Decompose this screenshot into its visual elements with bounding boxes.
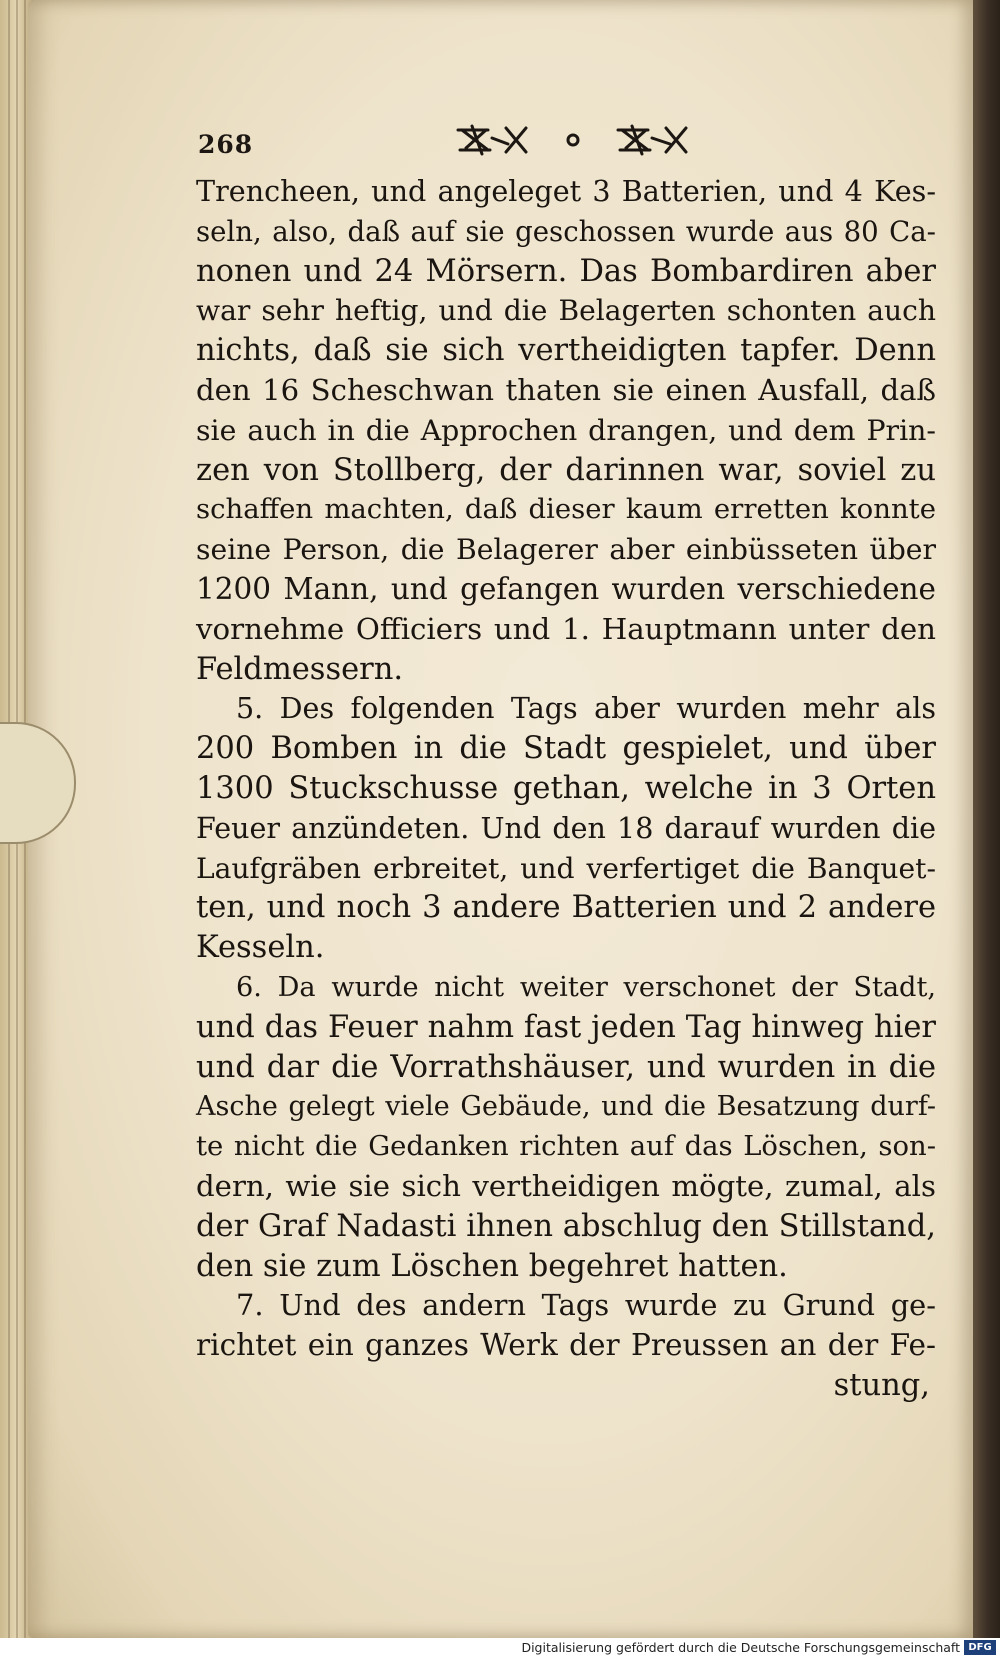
decorative-ornament-icon [448, 118, 698, 162]
text-line: war sehr heftig, und die Belagerten schonten auch [196, 294, 936, 328]
text-line: den sie zum Löschen begehret hatten. [196, 1248, 788, 1284]
text-line: Feuer anzündeten. Und den 18 darauf wurden die [196, 811, 936, 845]
text-line: Laufgräben erbreitet, und verfertiget die Banquet- [196, 851, 936, 885]
text-line: vornehme Officiers und 1. Hauptmann unter den [196, 611, 936, 646]
text-line: und das Feuer nahm fast jeden Tag hinweg hier [196, 1009, 936, 1045]
text-line: der Graf Nadasti ihnen abschlug den Stillstand, [196, 1208, 936, 1244]
text-line: 1300 Stuckschusse gethan, welche in 3 Orten [196, 770, 936, 806]
text-line: 7. Und des andern Tags wurde zu Grund ge- [236, 1288, 936, 1323]
page-number: 268 [198, 130, 254, 159]
credit-text: Digitalisierung gefördert durch die Deutsche Forschungsgemeinschaft [521, 1640, 960, 1655]
text-line: schaffen machten, daß dieser kaum erretten konnte [196, 493, 936, 526]
text-line: den 16 Scheschwan thaten sie einen Ausfall, daß [196, 372, 936, 407]
text-line: te nicht die Gedanken richten auf das Löschen, son- [196, 1131, 936, 1163]
text-line: nichts, daß sie sich vertheidigten tapfer. Denn [196, 333, 936, 369]
text-line: 5. Des folgenden Tags aber wurden mehr als [236, 692, 936, 726]
text-line: Feldmessern. [196, 651, 404, 687]
dfg-logo: DFG [964, 1640, 996, 1655]
text-line: seln, also, daß auf sie geschossen wurde aus 80 Ca- [196, 214, 936, 248]
running-head [198, 118, 938, 168]
text-line: ten, und noch 3 andere Batterien und 2 andere [196, 890, 936, 926]
text-line: Trencheen, und angeleget 3 Batterien, und 4 Kes- [196, 174, 936, 208]
text-line: zen von Stollberg, der darinnen war, soviel zu [196, 452, 936, 488]
text-line: 1200 Mann, und gefangen wurden verschiedene [196, 571, 936, 606]
text-line: 6. Da wurde nicht weiter verschonet der Stadt, [236, 971, 936, 1003]
book-page [28, 0, 973, 1638]
text-line: Kesseln. [196, 930, 325, 966]
text-line: 200 Bomben in die Stadt gespielet, und über [196, 731, 936, 767]
text-line: dern, wie sie sich vertheidigen mögte, zumal, als [196, 1168, 936, 1203]
catchword: stung, [833, 1367, 930, 1403]
text-line: seine Person, die Belagerer aber einbüsseten über [196, 533, 936, 567]
body-text [196, 172, 936, 1406]
text-line: nonen und 24 Mörsern. Das Bombardiren aber [196, 253, 936, 289]
text-line: richtet ein ganzes Werk der Preussen an der Fe- [196, 1328, 936, 1363]
text-line: und dar die Vorrathshäuser, und wurden in die [196, 1049, 936, 1085]
text-line: Asche gelegt viele Gebäude, und die Besatzung durf- [196, 1091, 936, 1123]
text-line: sie auch in die Approchen drangen, und dem Prin- [196, 413, 936, 447]
digitization-credit [0, 1638, 1000, 1658]
